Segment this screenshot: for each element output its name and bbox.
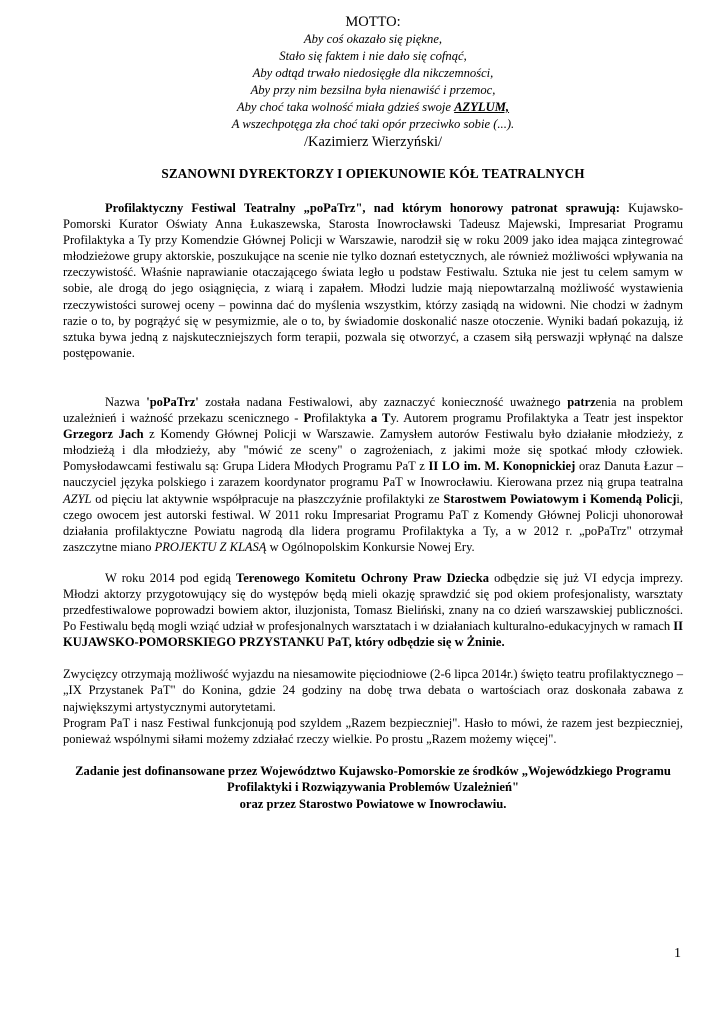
document-page: [63, 14, 683, 812]
intro-text: Kujawsko-Pomorski Kurator Oświaty Anna Łukaszewska, Starosta Inowrocławski Tadeusz Majewski, Impresariat Programu Profilaktyka a Ty przy Komendzie Głównej Policji w Warszawie, narodził się w roku 2009 jako idea mająca zintegrować młodzieżowe grupy aktorskie, poszukujące na scenie nie tylko doznań estetycznych, ale również możliwości wpływania na rzeczywistość. Właśnie naprawianie otaczającego świata legło u podstaw Festiwalu. Sztuka nie jest tu celem samym w sobie, ale drogą do jego osiągnięcia, z wiarą i zapałem. Młodzi ludzie mają niepowtarzalną możliwość wystawienia rzeczywistości surowej oceny – powinna dać do myślenia wszystkim, którzy zasiądą na widowni. Nie chodzi w żadnym razie o to, by pogrążyć się w pesymizmie, ale o to, by świadomie doskonalić nasze otoczenie. Wyniki badań pokazują, iż sztuka bywa jedną z najskuteczniejszych form terapii, pozwala się otworzyć, a czasem siłą perswazji wpłynąć na dalsze postępowanie.: [63, 201, 683, 360]
text: odbędzie się już VI edycja imprezy. Młodzi aktorzy przygotowujący się do występów będą mieli okazję sprawdzić się pod okiem profesjonalisty, warsztaty przedfestiwalowe poprowadzi bowiem aktor, iluzjonista, Tomasz Bieliński, znany na co dzień warszawskiej publiczności. Po Festiwalu będą mogli wziąć udział w profesjonalnych warsztatach i w działaniach kulturalno-edukacyjnych w ramach: [63, 570, 684, 634]
paragraph-intro: [63, 200, 683, 361]
italic-text: PROJEKTU Z KLASĄ: [154, 539, 267, 554]
motto-title: MOTTO:: [345, 14, 401, 30]
italic-text: AZYL: [63, 491, 92, 506]
paragraph-2014: [63, 570, 683, 650]
paragraph-winners: Zwycięzcy otrzymają możliwość wyjazdu na niesamowite pięciodniowe (2-6 lipca 2014r.) święto teatru profilaktycznego – „IX Przystanek PaT" do Konina, gdzie 24 godziny na dobę trwa debata o wartościach oraz doskonała zabawa z największymi artystycznymi autorytetami.: [63, 667, 683, 714]
funding-note: [63, 763, 683, 812]
page-heading: SZANOWNI DYREKTORZY I OPIEKUNOWIE KÓŁ TEATRALNYCH: [161, 166, 585, 181]
text: enia na problem uzależnień i ważność przekazu scenicznego -: [63, 394, 684, 426]
text: oraz Danuta Łazur – nauczyciel języka polskiego i zarazem koordynator programu PaT w Inowrocławiu. Kierowana przez nią grupa teatralna: [63, 459, 683, 490]
text: i, czego owocem jest autorski festiwal. W 2011 roku Impresariat Programu PaT z Komendy Głównej Policji uhonorował działania profilaktyczne Powiatu nagrodą dla lidera programu Profilaktyka a Ty, a w 2012 r. „poPaTrz" otrzymał zaszczytne miano: [63, 491, 683, 554]
text: rofilaktyka: [311, 411, 371, 426]
poem-line: Aby coś okazało się piękne,: [303, 32, 443, 46]
poem-line-text: Aby choć taka wolność miała gdzieś swoje: [236, 100, 455, 114]
bold-text: a T: [370, 411, 391, 426]
bold-text: 'poPaTrz': [146, 394, 199, 409]
bold-text: Grzegorz Jach: [63, 427, 144, 442]
text: z Komendy Głównej Policji w Warszawie. Zamysłem autorów Festiwalu było działanie młodzieży, z młodzieżą i dla młodzieży, aby "mówić ze sceny" o zagrożeniach, z jakimi może się spotkać młody człowiek. Pomysłodawcami festiwalu są: Grupa Lidera Młodych Programu PaT z: [63, 427, 683, 474]
bold-text: Starostwem Powiatowym i Komendą Policj: [443, 491, 677, 506]
page-number: 1: [674, 946, 681, 961]
poem-line: [63, 99, 683, 116]
poem-line: Stało się faktem i nie dało się cofnąć,: [279, 49, 467, 63]
text: W roku 2014 pod egidą: [105, 570, 237, 585]
text: od pięciu lat aktywnie współpracuje na płaszczyźnie profilaktyki ze: [91, 491, 444, 506]
poem-line: A wszechpotęga zła choć taki opór przeciwko sobie (...).: [231, 117, 515, 131]
poem-line: Aby przy nim bezsilna była nienawiść i przemoc,: [250, 83, 496, 97]
bold-text: patrz: [567, 394, 596, 409]
paragraph-program: Program PaT i nasz Festiwal funkcjonują pod szyldem „Razem bezpieczniej". Hasło to mówi, że razem jest bezpieczniej, ponieważ wspólnymi siłami możemy zdziałać rzeczy wielkie. Po prostu „Razem możemy więcej".: [63, 715, 683, 746]
bold-text: P: [303, 411, 312, 426]
bold-text: Terenowego Komitetu Ochrony Praw Dziecka: [236, 570, 490, 585]
text: w Ogólnopolskim Konkursie Nowej Ery.: [266, 539, 475, 554]
text: y. Autorem programu Profilaktyka a Teatr jest inspektor: [390, 411, 683, 426]
text: Nazwa: [105, 394, 147, 409]
funding-line: Zadanie jest dofinansowane przez Województwo Kujawsko-Pomorskie ze środków „Wojewódzkiego Programu: [75, 763, 671, 778]
motto-poem: [63, 31, 683, 133]
motto-author: /Kazimierz Wierzyński/: [303, 134, 443, 150]
text: została nadana Festiwalowi, aby zaznaczyć konieczność uważnego: [198, 394, 568, 409]
poem-line: Aby odtąd trwało niedosięgłe dla nikczemności,: [252, 66, 494, 80]
bold-text: II LO im. M. Konopnickiej: [428, 459, 576, 474]
intro-lead: Profilaktyczny Festiwal Teatralny „poPaTrz", nad którym honorowy patronat sprawują:: [105, 201, 620, 215]
funding-line: Profilaktyki i Rozwiązywania Problemów Uzależnień": [227, 780, 519, 795]
funding-line: oraz przez Starostwo Powiatowe w Inowrocławiu.: [239, 796, 507, 811]
paragraph-name: [63, 394, 683, 555]
poem-azylum: AZYLUM,: [454, 100, 510, 114]
bold-text: II KUJAWSKO-POMORSKIEGO PRZYSTANKU PaT, który odbędzie się w Żninie.: [63, 619, 683, 650]
